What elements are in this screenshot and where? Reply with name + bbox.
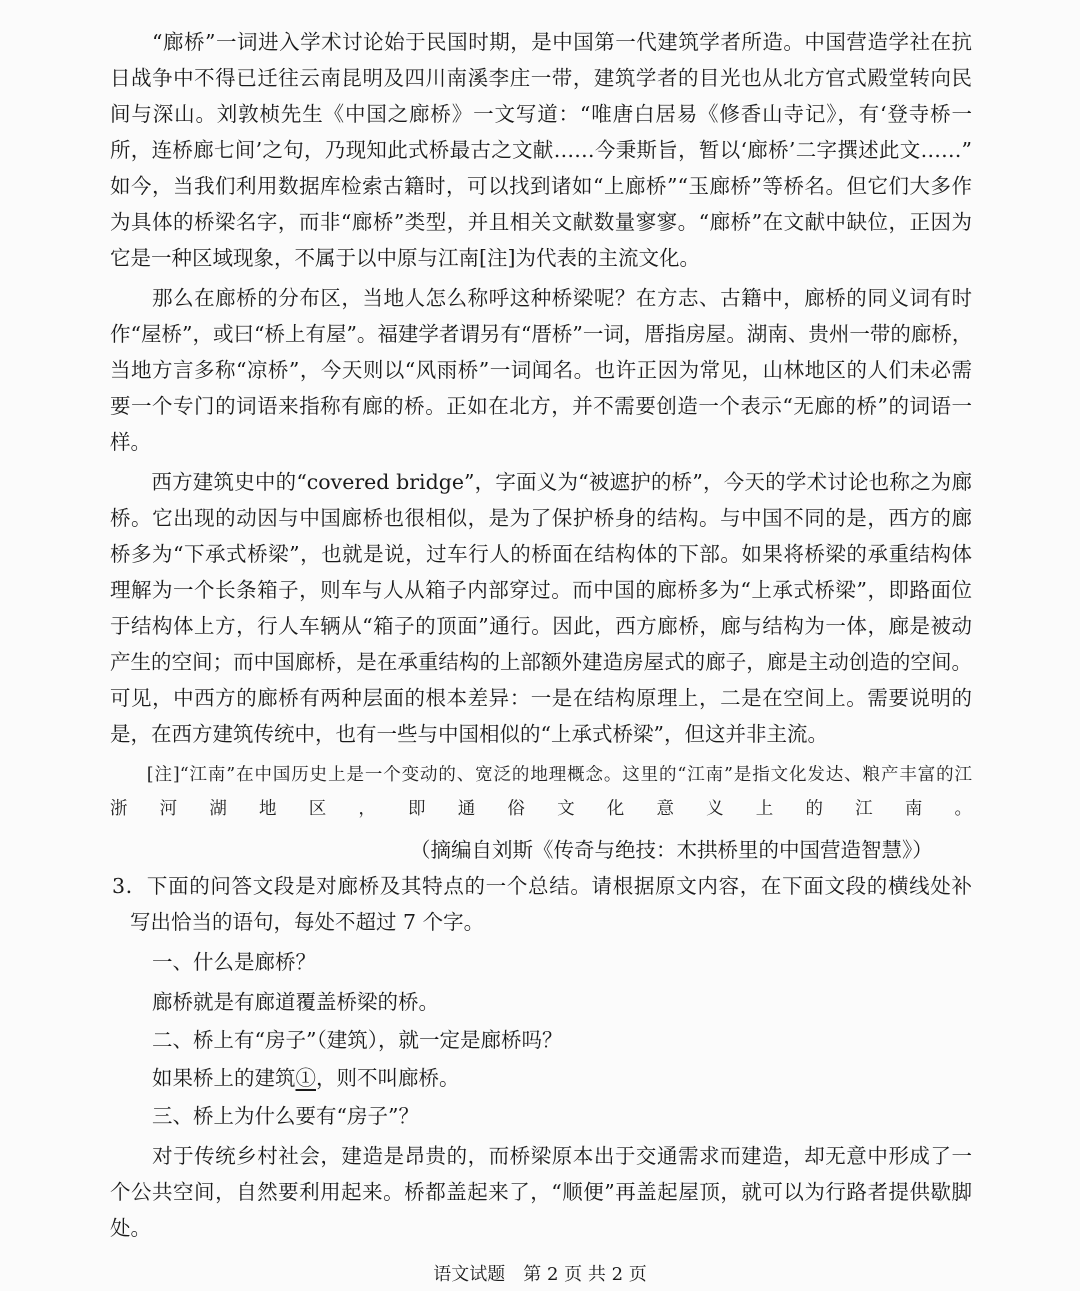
page-footer: 语文试题 第 2 页 共 2 页 (433, 1264, 647, 1285)
text-line: 所，连桥廊七间’之句，乃现知此式桥最古之文献……今秉斯旨，暂以‘廊桥’二字撰述此文……” (110, 138, 972, 162)
text-line: 西方建筑史中的“covered bridge”，字面义为“被遮护的桥”，今天的学术讨论也称之为廊 (110, 470, 972, 494)
note-line: [注]“江南”在中国历史上是一个变动的、宽泛的地理概念。这里的“江南”是指文化发达、粮产丰富的江 (110, 765, 972, 785)
source-citation: （摘编自刘斯《传奇与绝技：木拱桥里的中国营造智慧》） (410, 838, 933, 862)
text-line: 作“屋桥”，或曰“桥上有屋”。福建学者谓另有“厝桥”一词，厝指房屋。湖南、贵州一带的廊桥， (110, 322, 972, 346)
blank-1: ① (295, 1066, 316, 1090)
note-line: 浙河湖地区，即通俗文化意义上的江南。 (110, 799, 972, 819)
text-line: 桥。它出现的动因与中国廊桥也很相似，是为了保护桥身的结构。与中国不同的是，西方的廊 (110, 506, 972, 530)
text-line: 产生的空间；而中国廊桥，是在承重结构的上部额外建造房屋式的廊子，廊是主动创造的空间。 (110, 650, 972, 674)
answer-3-line: 对于传统乡村社会，建造是昂贵的，而桥梁原本出于交通需求而建造，却无意中形成了一 (110, 1144, 972, 1168)
text-line: 于结构体上方，行人车辆从“箱子的顶面”通行。因此，西方廊桥，廊与结构为一体，廊是被动 (110, 614, 972, 638)
text-line: 为具体的桥梁名字，而非“廊桥”类型，并且相关文献数量寥寥。“廊桥”在文献中缺位，正因为 (110, 210, 972, 234)
text-line: 样。 (110, 430, 151, 454)
text-line: 可见，中西方的廊桥有两种层面的根本差异：一是在结构原理上，二是在空间上。需要说明的 (110, 686, 972, 710)
text-line: “廊桥”一词进入学术讨论始于民国时期，是中国第一代建筑学者所造。中国营造学社在抗 (110, 30, 972, 54)
text-line: 要一个专门的词语来指称有廊的桥。正如在北方，并不需要创造一个表示“无廊的桥”的词语一 (110, 394, 972, 418)
text-line: 间与深山。刘敦桢先生《中国之廊桥》一文写道：“唯唐白居易《修香山寺记》，有‘登寺桥一 (110, 102, 972, 126)
question-lead: 3．下面的问答文段是对廊桥及其特点的一个总结。请根据原文内容，在下面文段的横线处补 (112, 874, 972, 898)
answer-3-line: 处。 (110, 1216, 151, 1240)
subquestion-3: 三、桥上为什么要有“房子”？ (152, 1104, 419, 1128)
question-lead-cont: 写出恰当的语句，每处不超过 7 个字。 (130, 910, 485, 934)
text-line: 当地方言多称“凉桥”，今天则以“风雨桥”一词闻名。也许正因为常见，山林地区的人们未必需 (110, 358, 972, 382)
text-line: 是，在西方建筑传统中，也有一些与中国相似的“上承式桥梁”，但这并非主流。 (110, 722, 828, 746)
subquestion-1: 一、什么是廊桥？ (152, 950, 316, 974)
text-line: 它是一种区域现象，不属于以中原与江南[注]为代表的主流文化。 (110, 246, 700, 270)
text-line: 桥多为“下承式桥梁”，也就是说，过车行人的桥面在结构体的下部。如果将桥梁的承重结构体 (110, 542, 972, 566)
answer-3-line: 个公共空间，自然要利用起来。桥都盖起来了，“顺便”再盖起屋顶，就可以为行路者提供歇脚 (110, 1180, 972, 1204)
text-line: 如今，当我们利用数据库检索古籍时，可以找到诸如“上廊桥”“玉廊桥”等桥名。但它们大多作 (110, 174, 972, 198)
answer-2-prefix: 如果桥上的建筑 (152, 1066, 296, 1090)
answer-1: 廊桥就是有廊道覆盖桥梁的桥。 (152, 990, 439, 1014)
text-line: 理解为一个长条箱子，则车与人从箱子内部穿过。而中国的廊桥多为“上承式桥梁”，即路面位 (110, 578, 972, 602)
text-line: 日战争中不得已迁往云南昆明及四川南溪李庄一带，建筑学者的目光也从北方官式殿堂转向民 (110, 66, 972, 90)
text-line: 那么在廊桥的分布区，当地人怎么称呼这种桥梁呢？在方志、古籍中，廊桥的同义词有时 (110, 286, 972, 310)
subquestion-2: 二、桥上有“房子”（建筑），就一定是廊桥吗？ (152, 1028, 563, 1052)
answer-2-suffix: ，则不叫廊桥。 (316, 1066, 460, 1090)
answer-2 (152, 1060, 460, 1096)
